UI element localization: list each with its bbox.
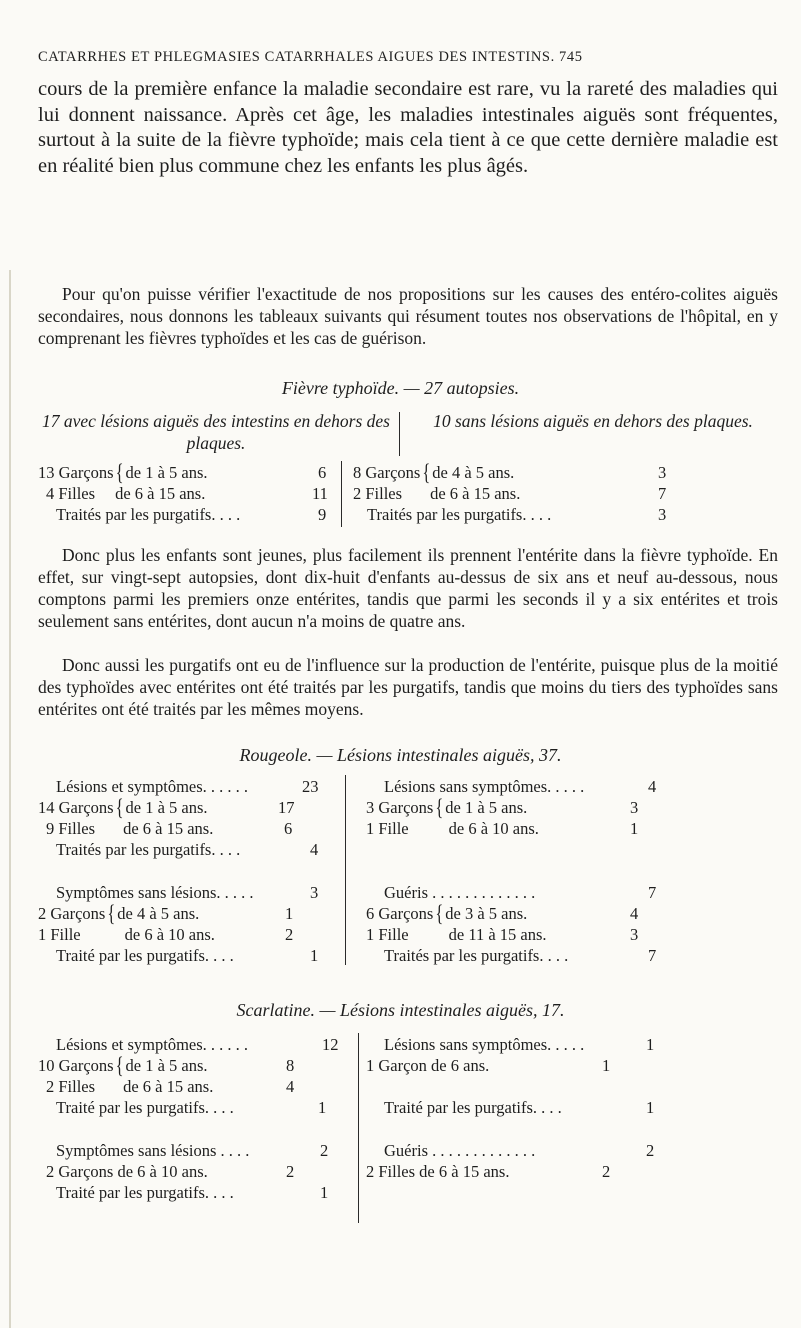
table-row: 6 Garçons { de 3 à 5 ans. (366, 900, 528, 927)
table-row: Traités par les purgatifs. . . . (367, 505, 552, 524)
table-value: 3 (630, 925, 639, 944)
table-row: 9 Filles de 6 à 15 ans. (46, 819, 214, 838)
table-row: 2 Filles de 6 à 15 ans. (46, 1077, 214, 1096)
table-row: 2 Filles de 6 à 15 ans. (366, 1162, 510, 1181)
table-value: 17 (278, 798, 295, 817)
table-value: 2 (320, 1141, 329, 1160)
table-value: 1 (285, 904, 294, 923)
running-header: CATARRHES ET PHLEGMASIES CATARRHALES AIGUES DES INTESTINS. 745 (38, 49, 583, 65)
table-value: 1 (310, 946, 319, 965)
brace-mark: { (115, 794, 124, 821)
table-row: 3 Garçons { de 1 à 5 ans. (366, 794, 528, 821)
brace-mark: { (435, 900, 444, 927)
table-value: 2 (286, 1162, 295, 1181)
opening-paragraph: cours de la première enfance la maladie secondaire est rare, vu la rareté des maladies qui lui donnent naissance. Après cet âge, les maladies intestinales aiguës sont fréquentes, surtout à la suite de la fièvre typhoïde; mais cela tient à ce que cette dernière maladie est en réalité bien plus commune chez les enfants les plus âgés. (38, 78, 778, 177)
table-row: 1 Fille de 6 à 10 ans. (38, 925, 215, 944)
typhoid-table-divider (341, 461, 342, 527)
table-row: 2 Garçons de 6 à 10 ans. (46, 1162, 208, 1181)
table-value: 2 (602, 1162, 611, 1181)
table-row: 1 Garçon de 6 ans. (366, 1056, 490, 1075)
measles-title: Rougeole. — Lésions intestinales aiguës, 37. (239, 745, 562, 765)
table-value: 2 (646, 1141, 655, 1160)
typhoid-paragraph-2: Donc aussi les purgatifs ont eu de l'influence sur la production de l'entérite, puisque plus de la moitié des typhoïdes avec entérites ont été traités par les purgatifs, tandis que moins du tiers des typhoïdes sans entérites ont été traités par les mêmes moyens. (38, 655, 778, 719)
table-value: 1 (320, 1183, 329, 1202)
table-row: 13 Garçons { de 1 à 5 ans. (38, 459, 208, 486)
table-value: 1 (646, 1098, 655, 1117)
scarlet-divider (358, 1033, 359, 1223)
table-row: 10 Garçons { de 1 à 5 ans. (38, 1052, 208, 1079)
table-row: 1 Fille de 11 à 15 ans. (366, 925, 547, 944)
table-value: 4 (648, 777, 657, 796)
table-row: 1 Fille de 6 à 10 ans. (366, 819, 539, 838)
typhoid-title: Fièvre typhoïde. — 27 autopsies. (281, 378, 520, 398)
table-value: 3 (310, 883, 319, 902)
table-value: 1 (318, 1098, 327, 1117)
table-value: 3 (630, 798, 639, 817)
table-value: 1 (602, 1056, 611, 1075)
table-row: 8 Garçons { de 4 à 5 ans. (353, 459, 515, 486)
measles-divider (345, 775, 346, 965)
table-value: 7 (648, 883, 657, 902)
table-value: 7 (658, 484, 667, 503)
table-value: 11 (312, 484, 328, 503)
typhoid-heading-divider (399, 412, 400, 456)
table-row: 2 Filles de 6 à 15 ans. (353, 484, 521, 503)
book-page: CATARRHES ET PHLEGMASIES CATARRHALES AIGUES DES INTESTINS. 745 cours de la première enfance la maladie secondaire est rare, vu la rareté des maladies qui lui donnent naissance. Après cet âge, les maladies intestinales aiguës sont fréquentes, surtout à la suite de la fièvre typhoïde; mais cela tient à ce que cette dernière maladie est en réalité bien plus commune chez les enfants les plus âgés. Pour qu'on puisse vérifier l'exactitude de nos propositions sur les causes des entéro-colites aiguës secondaires, nous donnons les tableaux suivants qui résument toutes nos observations de l'hôpital, en y comprenant les fièvres typhoïdes et les cas de guérison. Fièvre typhoïde. — 27 autopsies. 17 avec lésions aiguës des intestins en dehors des plaques. 10 sans lésions aiguës en dehors des plaques. 13 Garçons { de 1 à 5 ans. 6 4 Filles de 6 à 15 ans. 11 Traités par les purgatifs. . . . 9 8 Garçons { de 4 à 5 ans. 3 2 Filles de 6 à 15 ans. 7 Traités par les purgatifs. . . . 3 Donc plus les enfants sont jeunes, plus facilement ils prennent l'entérite dans la fièvre typhoïde. En effet, sur vingt-sept autopsies, dont dix-huit d'enfants au-dessus de six ans et neuf au-dessous, nous comptons parmi les premiers onze entérites, tandis que parmi les seconds il y a six entérites et trois seulement sans entérites, dont aucun n'a moins de quatre ans. Donc aussi les purgatifs ont eu de l'influence sur la production de l'entérite, puisque plus de la moitié des typhoïdes avec entérites ont été traités par les purgatifs, tandis que moins du tiers des typhoïdes sans entérites ont été traités par les mêmes moyens. Rougeole. — Lésions intestinales aiguës, 37. Lésions et symptômes. . . . . . 23 14 Garçons { de 1 à 5 ans. 17 9 Filles de 6 à 15 ans. 6 Traités par les purgatifs. . . . 4 Symptômes sans lésions. . . . . 3 2 Garçons { de 4 à 5 ans. 1 1 Fille de 6 à 10 ans. 2 Traité par les purgatifs. . . . 1 Lésions sans symptômes. . . . . 4 3 Garçons { de 1 à 5 ans. 3 1 Fille de 6 à 10 ans. 1 Guéris . . . . . . . . . . . . . 7 6 Garçons { de 3 à 5 ans. 4 1 Fille de 11 à 15 ans. 3 Traités par les purgatifs. . . . 7 Scarlatine. — Lésions intestinales aiguës, 17. Lésions et symptômes. . . . . . 12 10 Garçons { de 1 à 5 ans. 8 2 Filles de 6 à 15 ans. 4 Traité par les purgatifs. . . . 1 Symptômes sans lésions . . . . 2 2 Garçons de 6 à 10 ans. 2 Traité par les purgatifs. . . . 1 Lésions sans symptômes. . . . . 1 1 Garçon de 6 ans. 1 Traité par les purgatifs. . . . 1 Guéris . . . . . . . . . . . . . 2 2 Filles de 6 à 15 ans. 2 (0, 0, 801, 1328)
table-value: 4 (630, 904, 639, 923)
table-row: 4 Filles de 6 à 15 ans. (46, 484, 206, 503)
table-value: 2 (285, 925, 294, 944)
typhoid-left-heading: 17 avec lésions aiguës des intestins en dehors des plaques. (41, 411, 390, 453)
table-value: 3 (658, 505, 667, 524)
typhoid-paragraph-1: Donc plus les enfants sont jeunes, plus facilement ils prennent l'entérite dans la fièvre typhoïde. En effet, sur vingt-sept autopsies, dont dix-huit d'enfants au-dessus de six ans et neuf au-dessous, nous comptons parmi les premiers onze entérites, tandis que parmi les seconds il y a six entérites et trois seulement sans entérites, dont aucun n'a moins de quatre ans. (38, 545, 778, 631)
table-value: 1 (630, 819, 639, 838)
table-value: 9 (318, 505, 327, 524)
brace-mark: { (115, 459, 124, 486)
brace-mark: { (115, 1052, 124, 1079)
typhoid-right-heading: 10 sans lésions aiguës en dehors des plaques. (433, 411, 753, 431)
table-value: 12 (322, 1035, 339, 1054)
table-value: 4 (310, 840, 319, 859)
table-value: 23 (302, 777, 319, 796)
scarlet-title: Scarlatine. — Lésions intestinales aiguës, 17. (236, 1000, 565, 1020)
table-value: 4 (286, 1077, 295, 1096)
brace-mark: { (422, 459, 431, 486)
table-value: 8 (286, 1056, 295, 1075)
table-value: 6 (318, 463, 327, 482)
intro-paragraph: Pour qu'on puisse vérifier l'exactitude de nos propositions sur les causes des entéro-colites aiguës secondaires, nous donnons les tableaux suivants qui résument toutes nos observations de l'hôpital, en y comprenant les fièvres typhoïdes et les cas de guérison. (38, 284, 778, 348)
brace-mark: { (435, 794, 444, 821)
table-row: Traités par les purgatifs. . . . (56, 505, 241, 524)
table-value: 7 (648, 946, 657, 965)
table-value: 1 (646, 1035, 655, 1054)
table-row: 14 Garçons { de 1 à 5 ans. (38, 794, 208, 821)
brace-mark: { (107, 900, 116, 927)
table-value: 3 (658, 463, 667, 482)
page-edge-shadow (9, 270, 11, 1328)
table-value: 6 (284, 819, 293, 838)
table-row: 2 Garçons { de 4 à 5 ans. (38, 900, 200, 927)
